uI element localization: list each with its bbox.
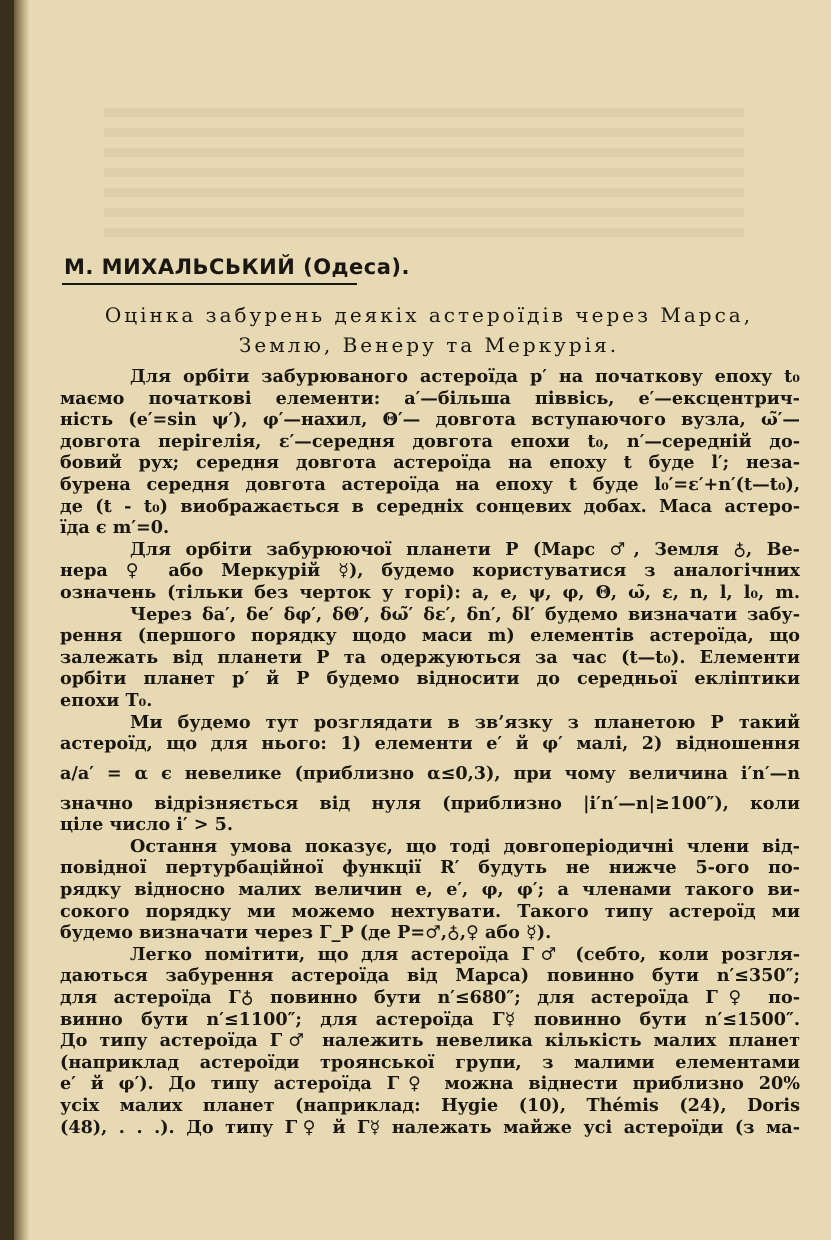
text-line: e′ й φ′). До типу астероїда Γ♀ можна віднести приблизно 20% [60, 1073, 800, 1095]
text-line: будемо визначати через Γ_P (де P=♂,♁,♀ або ☿). [60, 922, 552, 944]
text-line: астероїд, що для нього: 1) елементи e′ й φ′ малі, 2) відношення [60, 733, 800, 755]
text-line: ність (e′=sin ψ′), φ′—нахил, Θ′— довгота вступаючого вузла, ω̃′— [60, 409, 800, 431]
scan-edge [14, 0, 30, 1240]
text-line: Для орбіти забурюваного астероїда p′ на початкову епоху t₀ [130, 366, 800, 387]
bleed-through [104, 108, 744, 248]
text-line: повідної пертурбаційної функції R′ будуть не нижче 5-ого по- [60, 857, 800, 879]
page-scan [14, 0, 831, 1240]
author-underline [62, 283, 357, 285]
text-line: Легко помітити, що для астероїда Γ♂ (себто, коли розгля- [130, 943, 800, 965]
text-line: рення (першого порядку щодо маси m) елементів астероїда, що [60, 625, 800, 647]
title-line-1: Оцінка забурень деякіх астероїдів через Марса, [104, 303, 754, 327]
title-line-2: Землю, Венеру та Меркурія. [238, 333, 620, 357]
text-line: Для орбіти забурюючої планети P (Марс ♂, Земля ♁, Ве- [130, 538, 800, 560]
text-line: значно відрізняється від нуля (приблизно |i′n′—n|≥100″), коли [60, 792, 800, 814]
text-line: бурена середня довгота астероїда на епоху t буде l₀′=ε′+n′(t—t₀), [60, 473, 800, 495]
author-name: М. МИХАЛЬСЬКИЙ (Одеса). [64, 255, 410, 279]
text-line: нера ♀ або Меркурій ☿), будемо користуватися з аналогічних [60, 560, 800, 582]
text-line: (наприклад астероїди троянської групи, з малими елементами [60, 1051, 800, 1073]
text-line: епохи T₀. [60, 689, 153, 711]
text-line: ціле число i′ > 5. [60, 814, 233, 836]
text-line: довгота перігелія, ε′—середня довгота епохи t₀, n′—середній до- [60, 430, 800, 452]
text-line: маємо початкові елементи: a′—більша піввісь, e′—ексцентрич- [60, 387, 800, 409]
text-line: рядку відносно малих величин e, e′, φ, φ′; а членами такого ви- [60, 879, 800, 901]
text-line: Ми будемо тут розглядати в зв’язку з планетою P такий [130, 711, 800, 733]
text-line: де (t - t₀) виображається в середніх сонцевих добах. Маса астеро- [60, 495, 800, 517]
text-line: a/a′ = α є невелике (приблизно α≤0,3), при чому величина i′n′—n [60, 762, 800, 784]
text-line: усіх малих планет (наприклад: Hygie (10), Thémis (24), Doris [60, 1095, 800, 1116]
text-line: залежать від планети P та одержуються за час (t—t₀). Елементи [60, 646, 800, 668]
article-title [44, 300, 814, 360]
text-line: винно бути n′≤1100″; для астероїда Γ☿ повинно бути n′≤1500″. [60, 1008, 800, 1030]
text-line: бовий рух; середня довгота астероїда на епоху t буде l′; неза- [60, 452, 800, 474]
text-line: Через δa′, δe′ δφ′, δΘ′, δω̃′ δε′, δn′, δl′ будемо визначати забу- [130, 603, 800, 625]
text-line: орбіти планет p′ й P будемо відносити до середньої екліптики [60, 668, 800, 690]
text-line: Остання умова показує, що тоді довгоперіодичні члени від- [130, 835, 800, 857]
text-line: для астероїда Γ♁ повинно бути n′≤680″; для астероїда Γ♀ по- [60, 987, 800, 1009]
text-line: означень (тільки без черток у горі): a, e, ψ, φ, Θ, ω̃, ε, n, l, l₀, m. [60, 581, 800, 603]
text-line: До типу астероїда Γ♂ належить невелика кількість малих планет [60, 1030, 800, 1052]
body-text [60, 366, 800, 1138]
text-line: їда є m′=0. [60, 517, 170, 539]
text-line: даються забурення астероїда від Марса) повинно бути n′≤350″; [60, 965, 800, 987]
text-line: сокого порядку ми можемо нехтувати. Такого типу астероїд ми [60, 900, 800, 922]
text-line: (48), . . .). До типу Γ♀ й Γ☿ належать майже усі астероїди (з ма- [60, 1116, 800, 1138]
